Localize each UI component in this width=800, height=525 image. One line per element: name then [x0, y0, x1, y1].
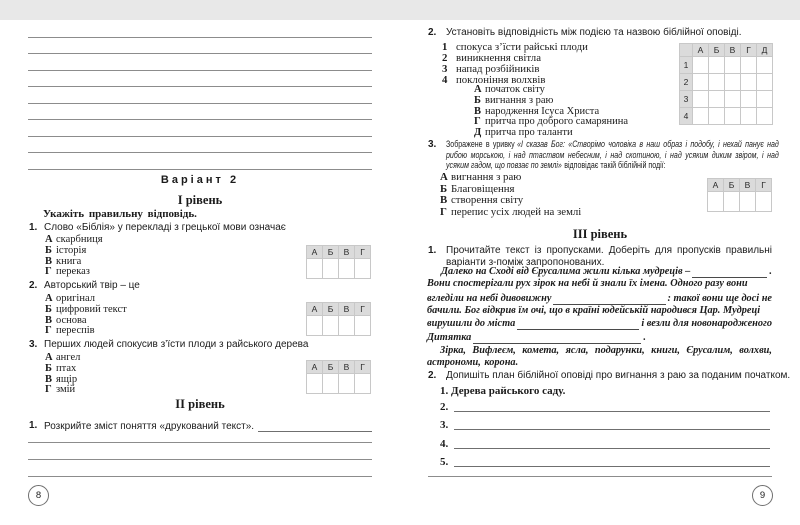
- answer-cell[interactable]: [741, 57, 757, 74]
- grid-header-cell: Г: [741, 44, 757, 57]
- writing-line[interactable]: [28, 119, 372, 120]
- answer-cell[interactable]: [323, 316, 339, 336]
- answer-cell[interactable]: [323, 374, 339, 394]
- blank-field[interactable]: [473, 333, 641, 344]
- quote-tail: відповідає такій біблійній події:: [564, 160, 666, 171]
- grid-header-cell: Д: [757, 44, 773, 57]
- grid-header-cell: Б: [323, 303, 339, 316]
- passage-line: Вони спостерігали рух зірок на небі й знали їх імена. Одного разу вони: [427, 278, 748, 289]
- instruction: Укажіть правильну відповідь.: [43, 208, 197, 220]
- answer-cell[interactable]: [339, 259, 355, 279]
- option: Б вигнання з раю: [474, 94, 554, 106]
- answer-cell[interactable]: [693, 74, 709, 91]
- grid-header-cell: Б: [323, 246, 339, 259]
- question-number: 2.: [29, 280, 38, 291]
- question-number: 2.: [428, 370, 437, 381]
- plan-row: 3.: [440, 418, 770, 431]
- match-item: 2 виникнення світла: [442, 51, 541, 64]
- grid-header-cell: Б: [724, 179, 740, 192]
- scan-top-bar: [0, 0, 800, 20]
- grid-row-header: 4: [680, 108, 693, 125]
- writing-line[interactable]: [28, 476, 372, 477]
- bible-quote: «І сказав Бог: «Створімо чоловіка в наш образ і подобу, і нехай панує над рибою морською, і над птаством небесним, і над скотиною, і над усяким диким звіром, і над усяким гадом, що повзає по землі»: [446, 139, 779, 171]
- answer-cell[interactable]: [757, 91, 773, 108]
- answer-write-line[interactable]: [454, 437, 770, 449]
- question-text: Слово «Біблія» у перекладі з грецької мови означає: [44, 222, 286, 233]
- grid-header-cell: Г: [355, 246, 371, 259]
- grid-header-cell: В: [339, 303, 355, 316]
- answer-cell[interactable]: [757, 57, 773, 74]
- option: В створення світу: [440, 194, 524, 207]
- writing-line[interactable]: [428, 476, 772, 477]
- grid-header-cell: А: [693, 44, 709, 57]
- grid-header-cell: А: [307, 361, 323, 374]
- answer-cell[interactable]: [307, 259, 323, 279]
- answer-cell[interactable]: [339, 374, 355, 394]
- option: А ангел: [45, 352, 81, 363]
- grid-header-cell: В: [725, 44, 741, 57]
- writing-line[interactable]: [28, 37, 372, 38]
- option: А початок світу: [474, 84, 545, 95]
- grid-row-header: 3: [680, 91, 693, 108]
- answer-cell[interactable]: [307, 374, 323, 394]
- answer-grid-q2: [306, 302, 371, 336]
- match-items: [442, 42, 588, 86]
- question-number: 3.: [29, 339, 38, 350]
- writing-line[interactable]: [28, 70, 372, 71]
- plan-row: 5.: [440, 455, 770, 468]
- blank-field[interactable]: [553, 294, 665, 305]
- answer-cell[interactable]: [756, 192, 772, 212]
- question-number: 1.: [29, 222, 38, 233]
- grid-header-cell: А: [307, 246, 323, 259]
- page-number-right: 9: [752, 485, 773, 506]
- writing-line[interactable]: [28, 152, 372, 153]
- question-text: Перших людей спокусив з’їсти плоди з райського дерева: [44, 339, 309, 350]
- answer-cell[interactable]: [323, 259, 339, 279]
- page-number-left: 8: [28, 485, 49, 506]
- grid-header-cell: А: [708, 179, 724, 192]
- grid-header-cell: А: [307, 303, 323, 316]
- level3-title: ІІІ рівень: [572, 227, 628, 241]
- question-number: 1.: [428, 245, 437, 256]
- option: Г переказ: [45, 266, 90, 278]
- answer-cell[interactable]: [757, 108, 773, 125]
- answer-cell[interactable]: [355, 316, 371, 336]
- option: Г переспів: [45, 325, 95, 337]
- question-text: Розкрийте зміст поняття «друкований текст».: [44, 421, 255, 432]
- answer-cell[interactable]: [709, 108, 725, 125]
- answer-cell[interactable]: [339, 316, 355, 336]
- writing-line[interactable]: [28, 169, 372, 170]
- question-number: 3.: [428, 139, 437, 150]
- option: Б птах: [45, 362, 77, 374]
- answer-cell[interactable]: [725, 108, 741, 125]
- level1-title: І рівень: [177, 193, 223, 207]
- answer-cell[interactable]: [725, 74, 741, 91]
- answer-grid-q1: [306, 245, 371, 279]
- option: В народження Ісуса Христа: [474, 105, 600, 117]
- answer-cell[interactable]: [725, 57, 741, 74]
- answer-cell[interactable]: [740, 192, 756, 212]
- question-text: [446, 139, 779, 171]
- variant-title: Варіант 2: [160, 174, 240, 186]
- answer-grid-right-q3: [707, 178, 772, 212]
- blank-field[interactable]: [517, 319, 639, 330]
- option: Г перепис усіх людей на землі: [440, 206, 582, 219]
- answer-cell[interactable]: [741, 108, 757, 125]
- match-item: 1 спокуса з’їсти райські плоди: [442, 41, 588, 53]
- option: В основа: [45, 314, 87, 326]
- blank-field[interactable]: [692, 267, 767, 278]
- option: Б цифровий текст: [45, 303, 127, 315]
- question-text: Допишіть план біблійної оповіді про вигнання з раю за поданим початком.: [446, 370, 791, 381]
- writing-line[interactable]: [28, 136, 372, 137]
- quote-lead: Зображене в уривку: [446, 139, 515, 149]
- option: Б історія: [45, 244, 87, 256]
- option: Д притча про таланти: [474, 127, 573, 139]
- answer-cell[interactable]: [709, 57, 725, 74]
- answer-cell[interactable]: [724, 192, 740, 212]
- answer-cell[interactable]: [709, 91, 725, 108]
- open-question-row: [44, 420, 372, 432]
- answer-cell[interactable]: [355, 374, 371, 394]
- option: Б Благовіщення: [440, 182, 515, 195]
- grid-header-cell: Г: [355, 361, 371, 374]
- answer-write-line[interactable]: [454, 418, 770, 430]
- level2-title: ІІ рівень: [175, 397, 225, 411]
- options-q1: [45, 235, 103, 278]
- answer-cell[interactable]: [708, 192, 724, 212]
- answer-write-line[interactable]: [258, 420, 372, 432]
- question-text: Установіть відповідність між подією та назвою біблійної оповіді.: [446, 27, 742, 38]
- question-text: Прочитайте текст із пропусками. Доберіть для пропусків правильні варіанти з-поміж запропонованих.: [446, 245, 772, 268]
- answer-write-line[interactable]: [454, 455, 770, 467]
- passage-line: бачили. Бог відкрив їм очі, що в країні юдейській народився Цар. Мудреці: [427, 305, 761, 316]
- passage-line: вирушили до міста і везли для новонародженого: [427, 318, 772, 329]
- word-bank: Зірка, Вифлеєм, комета, ясла, подарунки, книги, Єрусалим, волхви, астрономи, корона.: [427, 345, 772, 368]
- match-item: 4 поклоніння волхвів: [442, 73, 546, 86]
- grid-header-cell: Г: [756, 179, 772, 192]
- grid-row-header: 2: [680, 74, 693, 91]
- passage-line: Дитятка .: [427, 332, 646, 343]
- grid-header-cell: В: [740, 179, 756, 192]
- writing-line[interactable]: [28, 103, 372, 104]
- matching-grid: [679, 43, 773, 125]
- writing-line[interactable]: [28, 459, 372, 460]
- match-options: [474, 85, 628, 139]
- answer-cell[interactable]: [355, 259, 371, 279]
- options-right-q3: [440, 172, 581, 219]
- answer-cell[interactable]: [741, 74, 757, 91]
- option: А оригінал: [45, 293, 95, 304]
- grid-header-cell: Б: [323, 361, 339, 374]
- answer-cell[interactable]: [693, 91, 709, 108]
- question-number: 2.: [428, 27, 437, 38]
- plan-row: 2.: [440, 400, 770, 413]
- grid-header-cell: В: [339, 361, 355, 374]
- answer-grid-q3: [306, 360, 371, 394]
- option: В книга: [45, 255, 82, 267]
- answer-write-line[interactable]: [454, 400, 770, 412]
- grid-row-header: 1: [680, 57, 693, 74]
- passage-line: Далеко на Сході від Єрусалима жили кілька мудреців – .: [441, 266, 772, 277]
- plan-item-given: 1. Дерева райського саду.: [440, 385, 566, 397]
- answer-cell[interactable]: [307, 316, 323, 336]
- answer-cell[interactable]: [725, 91, 741, 108]
- question-number: 1.: [29, 420, 38, 431]
- option: Г притча про доброго самарянина: [474, 116, 629, 128]
- options-q2: [45, 294, 127, 337]
- answer-cell[interactable]: [693, 57, 709, 74]
- answer-cell[interactable]: [709, 74, 725, 91]
- grid-header-cell: Г: [355, 303, 371, 316]
- option: А скарбниця: [45, 234, 103, 245]
- option: В ящір: [45, 373, 78, 385]
- plan-row: 4.: [440, 437, 770, 450]
- match-item: 3 напад розбійників: [442, 62, 540, 75]
- answer-cell[interactable]: [693, 108, 709, 125]
- question-text: Авторський твір – це: [44, 280, 140, 291]
- option: Г змій: [45, 384, 76, 396]
- grid-corner-cell: [680, 44, 693, 57]
- option: А вигнання з раю: [440, 171, 522, 183]
- grid-header-cell: В: [339, 246, 355, 259]
- writing-line[interactable]: [28, 86, 372, 87]
- answer-cell[interactable]: [741, 91, 757, 108]
- answer-cell[interactable]: [757, 74, 773, 91]
- writing-line[interactable]: [28, 53, 372, 54]
- grid-header-cell: Б: [709, 44, 725, 57]
- passage-line: вгледіли на небі дивовижну : такої вони ще досі не: [427, 293, 772, 304]
- options-q3: [45, 353, 80, 396]
- writing-line[interactable]: [28, 442, 372, 443]
